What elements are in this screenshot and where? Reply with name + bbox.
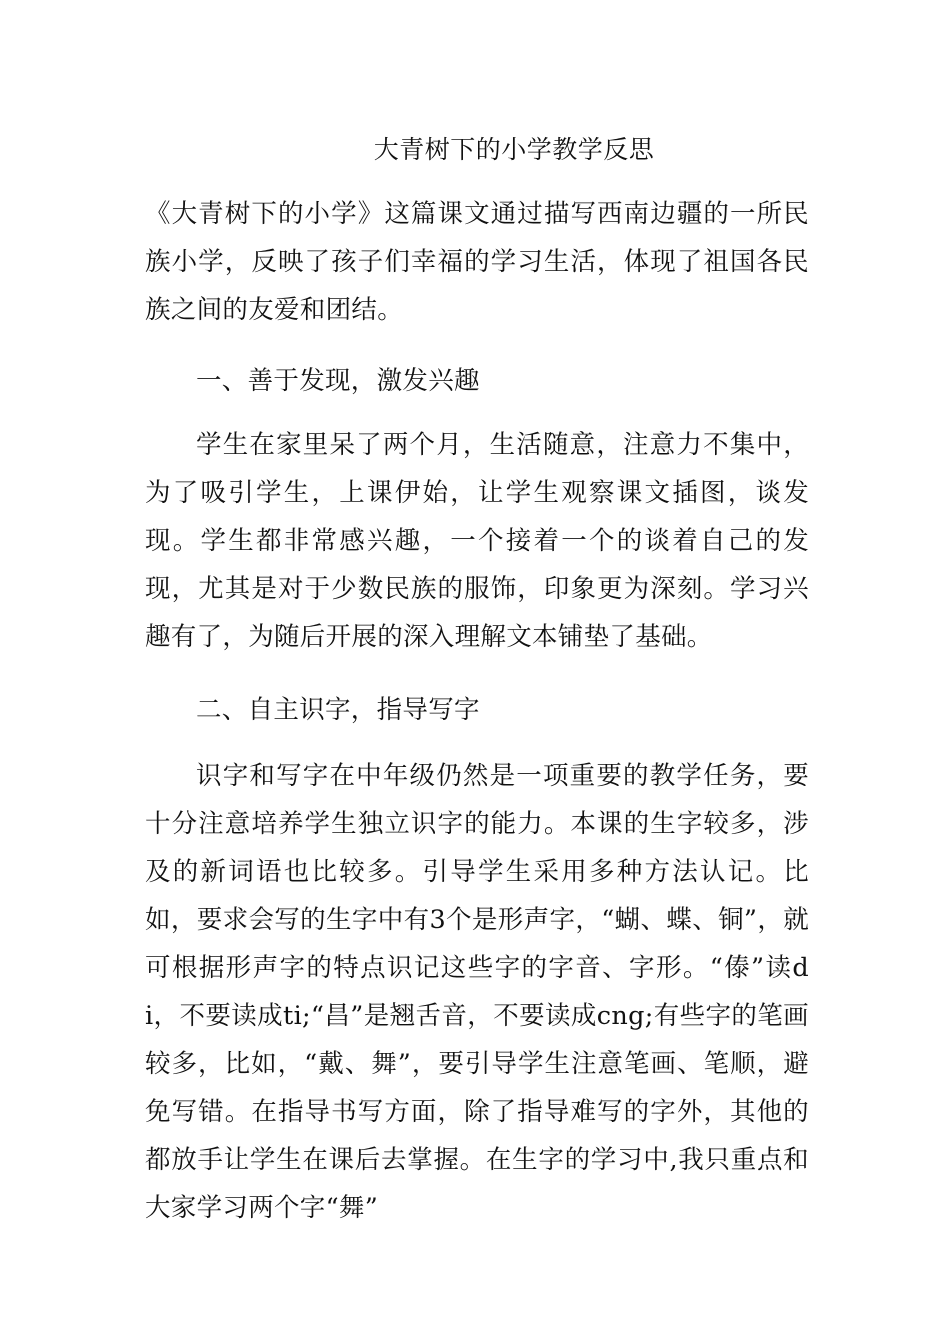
section-heading-2: 二、自主识字，指导写字 xyxy=(196,695,480,725)
section-1-paragraph: 学生在家里呆了两个月，生活随意，注意力不集中，为了吸引学生，上课伊始，让学生观察课文插图，谈发现。学生都非常感兴趣，一个接着一个的谈着自己的发现，尤其是对于少数民族的服饰，印象更为深刻。学习兴趣有了，为随后开展的深入理解文本铺垫了基础。 xyxy=(145,430,809,652)
page-title: 大青树下的小学教学反思 xyxy=(373,135,655,164)
section-2-paragraph: 识字和写字在中年级仍然是一项重要的教学任务，要十分注意培养学生独立识字的能力。本课的生字较多，涉及的新词语也比较多。引导学生采用多种方法认记。比如，要求会写的生字中有3个是形声字，“蝴、蝶、铜”，就可根据形声字的特点识记这些字的字音、字形。“傣”读di，不要读成ti;“昌”是翘舌音，不要读成cng;有些字的笔画较多，比如，“戴、舞”，要引导学生注意笔画、笔顺，避免写错。在指导书写方面，除了指导难写的字外，其他的都放手让学生在课后去掌握。在生字的学习中,我只重点和大家学习两个字“舞” xyxy=(145,761,809,1223)
intro-paragraph: 《大青树下的小学》这篇课文通过描写西南边疆的一所民族小学，反映了孩子们幸福的学习生活，体现了祖国各民族之间的友爱和团结。 xyxy=(145,199,809,325)
section-heading-1: 一、善于发现，激发兴趣 xyxy=(196,366,480,396)
